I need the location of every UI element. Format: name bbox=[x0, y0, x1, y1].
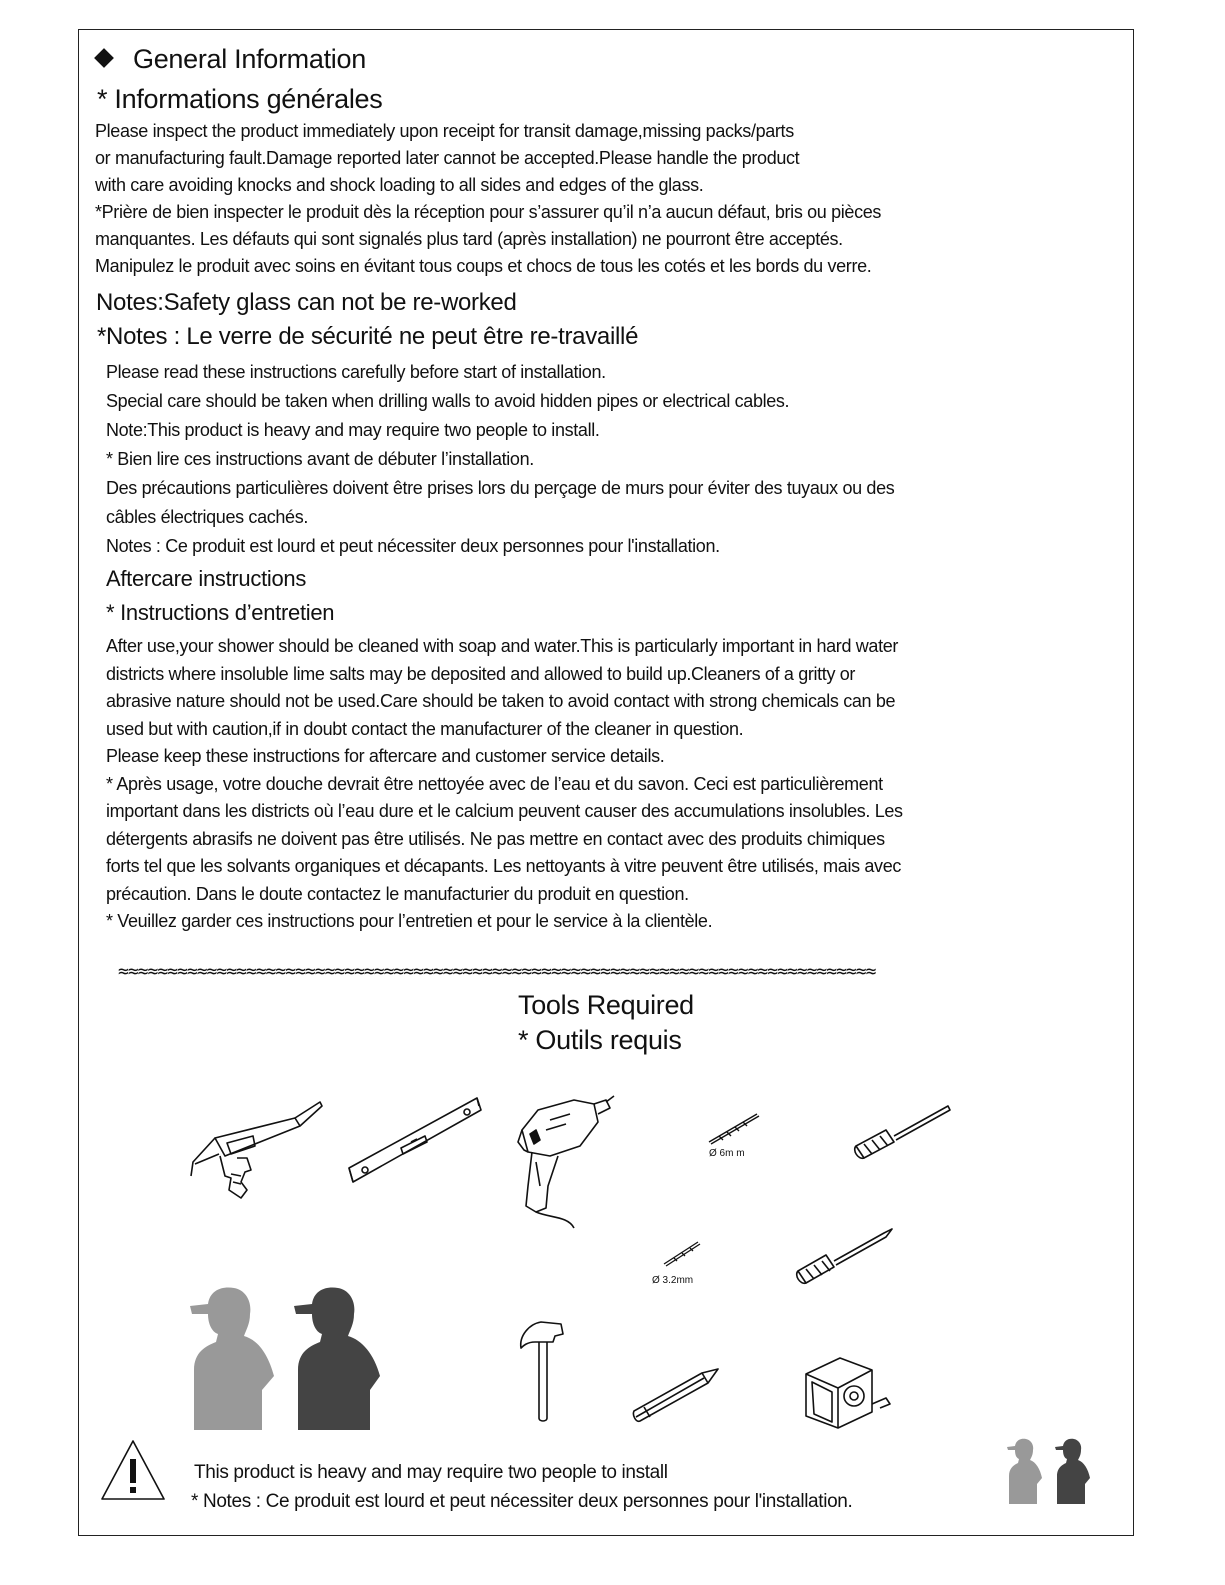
text-line: détergents abrasifs ne doivent pas être utilisés. Ne pas mettre en contact avec des produits chimiques bbox=[106, 828, 885, 849]
drill-bit-small-label: Ø 3.2mm bbox=[652, 1275, 694, 1286]
warning-triangle-icon bbox=[98, 1437, 168, 1503]
text-line: * Bien lire ces instructions avant de débuter l’installation. bbox=[106, 449, 534, 469]
diamond-bullet-icon bbox=[94, 48, 114, 68]
warning-line-2: * Notes : Ce produit est lourd et peut nécessiter deux personnes pour l'installation. bbox=[191, 1491, 853, 1512]
notes-paragraph bbox=[106, 358, 894, 561]
aftercare-paragraph bbox=[106, 633, 903, 936]
text-line: * Après usage, votre douche devrait être nettoyée avec de l’eau et du savon. Ceci est particulièrement bbox=[106, 773, 883, 794]
notes-heading: Notes:Safety glass can not be re-worked bbox=[96, 289, 517, 316]
text-line: Notes : Ce produit est lourd et peut nécessiter deux personnes pour l'installation. bbox=[106, 536, 720, 556]
drill-bit-small-icon bbox=[660, 1238, 705, 1270]
tools-heading: Tools Required bbox=[518, 990, 694, 1020]
text-line: * Veuillez garder ces instructions pour l’entretien et pour le service à la clientèle. bbox=[106, 911, 713, 931]
text-line: précaution. Dans le doute contactez le manufacturier du produit en question. bbox=[106, 883, 689, 904]
pencil-icon bbox=[628, 1365, 723, 1425]
text-line: Des précautions particulières doivent être prises lors du perçage de murs pour éviter des tuyaux ou des bbox=[106, 478, 895, 498]
text-line: abrasive nature should not be used.Care should be taken to avoid contact with strong chemicals can be bbox=[106, 691, 896, 711]
text-line: used but with caution,if in doubt contact the manufacturer of the cleaner in question. bbox=[106, 718, 744, 739]
general-heading-fr: * Informations générales bbox=[97, 84, 383, 114]
text-line: forts tel que les solvants organiques et décapants. Les nettoyants à vitre peuvent être utilisés, mais avec bbox=[106, 856, 902, 876]
text-line: câbles électriques cachés. bbox=[106, 507, 309, 527]
text-line: or manufacturing fault.Damage reported later cannot be accepted.Please handle the product bbox=[95, 148, 800, 168]
spirit-level-icon bbox=[345, 1096, 485, 1191]
general-paragraph bbox=[95, 118, 881, 280]
drill-bit-large-label: Ø 6m m bbox=[709, 1148, 745, 1159]
text-line: Special care should be taken when drilling walls to avoid hidden pipes or electrical cables. bbox=[106, 391, 790, 411]
aftercare-heading-fr: * Instructions d’entretien bbox=[106, 600, 335, 625]
caulking-gun-icon bbox=[185, 1098, 325, 1208]
tape-measure-icon bbox=[800, 1352, 900, 1432]
text-line: districts where insoluble lime salts may be deposited and allowed to build up.Cleaners of a gritty or bbox=[106, 663, 856, 684]
aftercare-heading: Aftercare instructions bbox=[106, 566, 307, 591]
text-line: After use,your shower should be cleaned with soap and water.This is particularly important in hard water bbox=[106, 636, 899, 656]
flathead-screwdriver-icon bbox=[850, 1100, 955, 1165]
text-line: important dans les districts où l’eau dure et le calcium peuvent causer des accumulations insolubles. Les bbox=[106, 801, 903, 821]
warning-line-1: This product is heavy and may require two people to install bbox=[194, 1462, 668, 1483]
text-line: Please inspect the product immediately upon receipt for transit damage,missing packs/parts bbox=[95, 121, 794, 141]
text-line: *Prière de bien inspecter le produit dès la réception pour s’assurer qu’il n’a aucun défaut, bris ou pièces bbox=[95, 202, 882, 222]
tools-heading-fr: * Outils requis bbox=[518, 1025, 682, 1055]
text-line: Note:This product is heavy and may require two people to install. bbox=[106, 420, 600, 440]
two-people-small-icon bbox=[1005, 1436, 1095, 1506]
general-heading bbox=[97, 44, 366, 75]
text-line: manquantes. Les défauts qui sont signalés plus tard (après installation) ne pourront être acceptés. bbox=[95, 229, 843, 249]
text-line: Please read these instructions carefully before start of installation. bbox=[106, 362, 606, 382]
power-drill-icon bbox=[510, 1090, 620, 1235]
drill-bit-icon bbox=[705, 1110, 765, 1150]
wavy-divider: ≈≈≈≈≈≈≈≈≈≈≈≈≈≈≈≈≈≈≈≈≈≈≈≈≈≈≈≈≈≈≈≈≈≈≈≈≈≈≈≈≈≈≈≈≈≈≈≈≈≈≈≈≈≈≈≈≈≈≈≈≈≈≈≈≈≈≈≈≈≈≈≈≈≈≈≈≈ bbox=[118, 961, 876, 982]
hammer-icon bbox=[515, 1318, 575, 1428]
notes-heading-fr: *Notes : Le verre de sécurité ne peut être re-travaillé bbox=[97, 323, 639, 350]
text-line: Manipulez le produit avec soins en évitant tous coups et chocs de tous les cotés et les bords du verre. bbox=[95, 256, 872, 276]
phillips-screwdriver-icon bbox=[792, 1225, 897, 1290]
text-line: with care avoiding knocks and shock loading to all sides and edges of the glass. bbox=[95, 175, 704, 195]
general-heading-text: General Information bbox=[133, 44, 366, 74]
text-line: Please keep these instructions for aftercare and customer service details. bbox=[106, 746, 665, 766]
two-people-icon bbox=[188, 1280, 388, 1435]
